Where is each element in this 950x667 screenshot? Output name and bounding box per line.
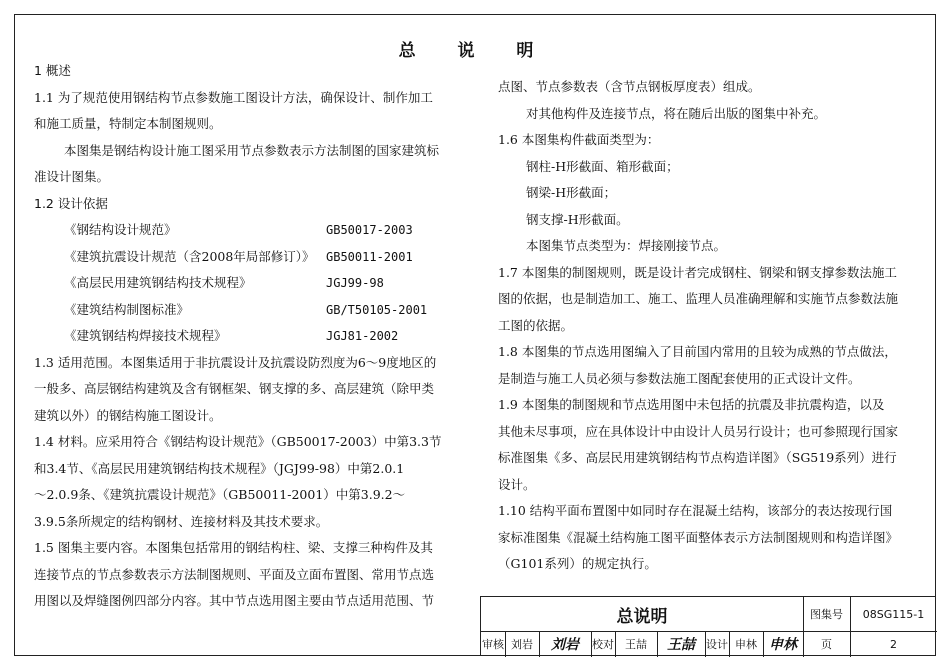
design-label: 设计 — [706, 638, 728, 651]
reviewer-name: 刘岩 — [511, 638, 533, 651]
text-line: 钢梁-H形截面； — [526, 185, 617, 200]
text-line: 1.4 材料。应采用符合《钢结构设计规范》（GB50017-2003）中第3.3节 — [34, 434, 442, 449]
page-label: 页 — [821, 638, 832, 651]
reference-standard — [34, 323, 474, 350]
reference-title: 《建筑钢结构焊接技术规程》 — [64, 328, 227, 343]
text-line: 本图集是钢结构设计施工图采用节点参数表示方法制图的国家建筑标 — [64, 142, 440, 158]
text-line: 3.9.5条所规定的结构钢材、连接材料及其技术要求。 — [34, 513, 329, 529]
text-line: 图的依据，也是制造加工、施工、监理人员准确理解和实施节点参数法施 — [498, 291, 899, 306]
designer-signature: 申林 — [769, 637, 797, 653]
text-line: 和3.4节、《高层民用建筑钢结构技术规程》（JGJ99-98）中第2.0.1 — [34, 460, 405, 476]
drawing-title: 总说明 — [616, 606, 668, 627]
text-line: 1.1 为了规范使用钢结构节点参数施工图设计方法，确保设计、制作加工 — [34, 89, 433, 105]
text-line: 家标准图集《混凝土结构施工图平面整体表示方法制图规则和构造详图》 — [498, 529, 899, 545]
text-line: 钢柱-H形截面、箱形截面； — [526, 158, 679, 174]
text-line: 1.9 本图集的制图规和节点选用图中未包括的抗震及非抗震构造，以及 — [498, 397, 885, 412]
text-line: 用图以及焊缝图例四部分内容。其中节点选用图主要由节点适用范围、节 — [34, 593, 435, 608]
designer-name: 申林 — [735, 638, 757, 651]
text-line: 钢支撑-H形截面。 — [526, 211, 629, 227]
text-line: 标准图集《多、高层民用建筑钢结构节点构造详图》（SG519系列）进行 — [498, 450, 897, 465]
text-line: 1.7 本图集的制图规则，既是设计者完成钢柱、钢梁和钢支撑参数法施工 — [498, 264, 897, 280]
reference-code: GB50017-2003 — [326, 223, 413, 237]
reference-standard — [34, 270, 474, 297]
text-line: 连接节点的节点参数表示方法制图规则、平面及立面布置图、常用节点选 — [34, 566, 435, 582]
reference-standard — [34, 297, 474, 324]
text-line: 1.8 本图集的节点选用图编入了目前国内常用的且较为成熟的节点做法， — [498, 344, 897, 359]
checker-name: 王喆 — [625, 638, 647, 651]
text-line: 是制造与施工人员必须与参数法施工图配套使用的正式设计文件。 — [498, 370, 861, 386]
reference-code: JGJ99-98 — [326, 276, 384, 290]
reference-code: GB/T50105-2001 — [326, 302, 428, 317]
text-line: 本图集节点类型为：焊接刚接节点。 — [526, 238, 727, 253]
checker-signature: 王喆 — [667, 637, 695, 653]
text-line: 1.3 适用范围。本图集适用于非抗震设计及抗震设防烈度为6～9度地区的 — [34, 354, 437, 370]
reference-code: JGJ81-2002 — [326, 329, 399, 343]
text-line: 1.6 本图集构件截面类型为： — [498, 132, 660, 147]
section-heading: 1 概述 — [34, 63, 71, 78]
text-line: 一般多、高层钢结构建筑及含有钢框架、钢支撑的多、高层建筑（除甲类 — [34, 381, 435, 396]
text-line: ～2.0.9条、《建筑抗震设计规范》（GB50011-2001）中第3.9.2～ — [34, 487, 406, 502]
reference-title: 《钢结构设计规范》 — [64, 222, 177, 237]
text-line: 点图、节点参数表（含节点钢板厚度表）组成。 — [498, 79, 761, 94]
text-line: 其他未尽事项，应在具体设计中由设计人员另行设计；也可参照现行国家 — [498, 423, 899, 439]
atlas-number-label: 图集号 — [810, 608, 843, 621]
right-text-column — [498, 74, 928, 578]
reviewer-signature: 刘岩 — [551, 637, 579, 653]
text-line: 准设计图集。 — [34, 169, 110, 184]
reference-standard — [34, 217, 474, 244]
text-line: 1.5 图集主要内容。本图集包括常用的钢结构柱、梁、支撑三种构件及其 — [34, 540, 433, 555]
left-text-column — [34, 58, 474, 615]
text-line: 设计。 — [498, 476, 536, 492]
text-line: 建筑以外）的钢结构施工图设计。 — [34, 407, 222, 423]
title-block — [480, 596, 936, 656]
page-title: 总 说 明 — [398, 41, 552, 61]
text-line: 1.10 结构平面布置图中如同时存在混凝土结构，该部分的表达按现行国 — [498, 503, 893, 518]
check-label: 校对 — [592, 638, 614, 651]
section-heading: 1.2 设计依据 — [34, 195, 108, 211]
text-line: （G101系列）的规定执行。 — [498, 556, 657, 571]
review-label: 审核 — [482, 638, 504, 651]
reference-title: 《建筑抗震设计规范（含2008年局部修订）》 — [64, 248, 315, 264]
atlas-number: 08SG115-1 — [862, 607, 925, 621]
page-number: 2 — [890, 637, 897, 651]
reference-title: 《高层民用建筑钢结构技术规程》 — [64, 275, 252, 290]
reference-title: 《建筑结构制图标准》 — [64, 301, 190, 317]
reference-code: GB50011-2001 — [326, 249, 413, 264]
reference-standard — [34, 244, 474, 271]
text-line: 和施工质量，特制定本制图规则。 — [34, 116, 222, 131]
text-line: 对其他构件及连接节点，将在随后出版的图集中补充。 — [526, 105, 827, 121]
text-line: 工图的依据。 — [498, 317, 574, 333]
